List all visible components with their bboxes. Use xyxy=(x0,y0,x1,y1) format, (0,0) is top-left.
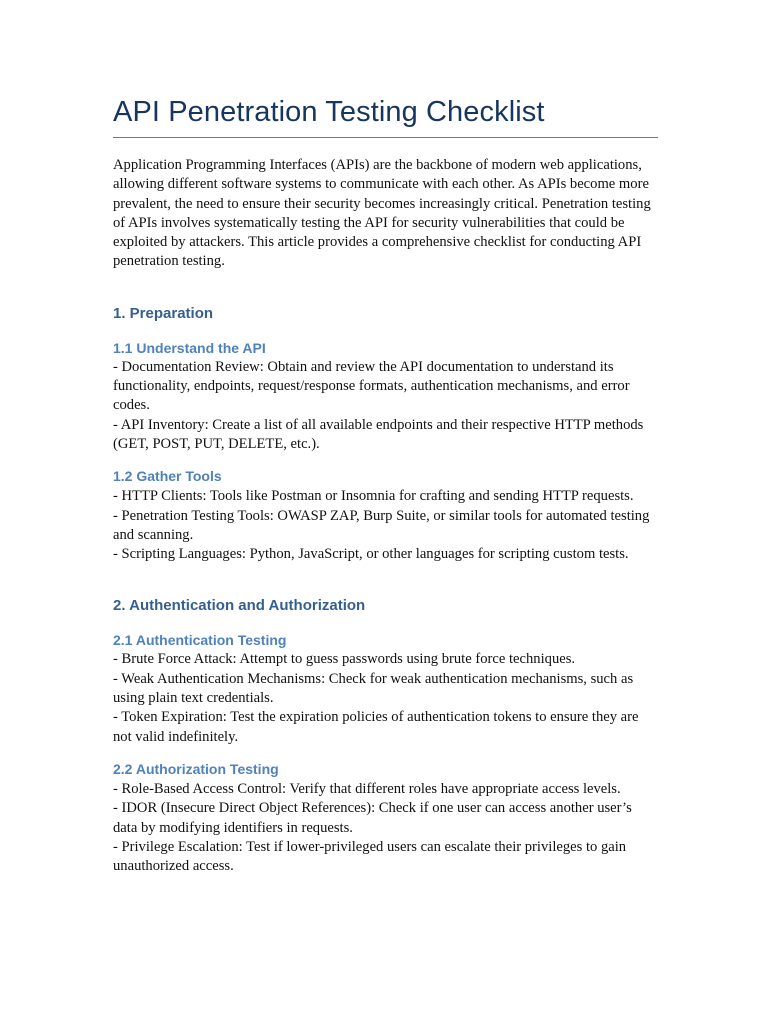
subsection-heading-authorization-testing: 2.2 Authorization Testing xyxy=(113,760,279,777)
document-title: API Penetration Testing Checklist xyxy=(113,96,658,138)
subsection-heading-authentication-testing: 2.1 Authentication Testing xyxy=(113,632,287,649)
subsection-body-gather-tools xyxy=(113,487,658,564)
list-item: - HTTP Clients: Tools like Postman or Insomnia for crafting and sending HTTP requests. xyxy=(113,488,634,505)
intro-paragraph: Application Programming Interfaces (APIs) are the backbone of modern web applications, allowing different software systems to communicate with each other. As APIs become more prevalent, the need to ensure their security becomes increasingly critical. Penetration testing of APIs involves systematically testing the API for security vulnerabilities that could be exploited by attackers. This article provides a comprehensive checklist for conducting API penetration testing. xyxy=(113,157,651,270)
list-item: - Role-Based Access Control: Verify that different roles have appropriate access levels. xyxy=(113,780,621,797)
list-item: - Documentation Review: Obtain and review the API documentation to understand its functionality, endpoints, request/response formats, authentication mechanisms, and error codes. xyxy=(113,358,630,414)
list-item: - API Inventory: Create a list of all available endpoints and their respective HTTP methods (GET, POST, PUT, DELETE, etc.). xyxy=(113,416,644,452)
subsection-body-authentication-testing xyxy=(113,650,658,746)
list-item: - Privilege Escalation: Test if lower-privileged users can escalate their privileges to gain unauthorized access. xyxy=(113,838,627,875)
subsection-body-understand-api xyxy=(113,358,658,454)
subsection-heading-gather-tools: 1.2 Gather Tools xyxy=(113,468,222,485)
section-heading-authentication-authorization: 2. Authentication and Authorization xyxy=(113,597,366,615)
list-item: - Token Expiration: Test the expiration policies of authentication tokens to ensure they are not valid indefinitely. xyxy=(113,709,639,745)
list-item: - IDOR (Insecure Direct Object References): Check if one user can access another user’s data by modifying identifiers in requests. xyxy=(113,800,632,836)
section-heading-preparation: 1. Preparation xyxy=(113,304,214,322)
subsection-heading-understand-api: 1.1 Understand the API xyxy=(113,339,266,356)
document-page xyxy=(113,96,658,876)
list-item: - Penetration Testing Tools: OWASP ZAP, Burp Suite, or similar tools for automated testing and scanning. xyxy=(113,507,650,543)
list-item: - Brute Force Attack: Attempt to guess passwords using brute force techniques. xyxy=(113,651,576,668)
list-item: - Scripting Languages: Python, JavaScript, or other languages for scripting custom tests. xyxy=(113,546,629,563)
list-item: - Weak Authentication Mechanisms: Check for weak authentication mechanisms, such as using plain text credentials. xyxy=(113,670,634,707)
subsection-body-authorization-testing xyxy=(113,780,658,876)
